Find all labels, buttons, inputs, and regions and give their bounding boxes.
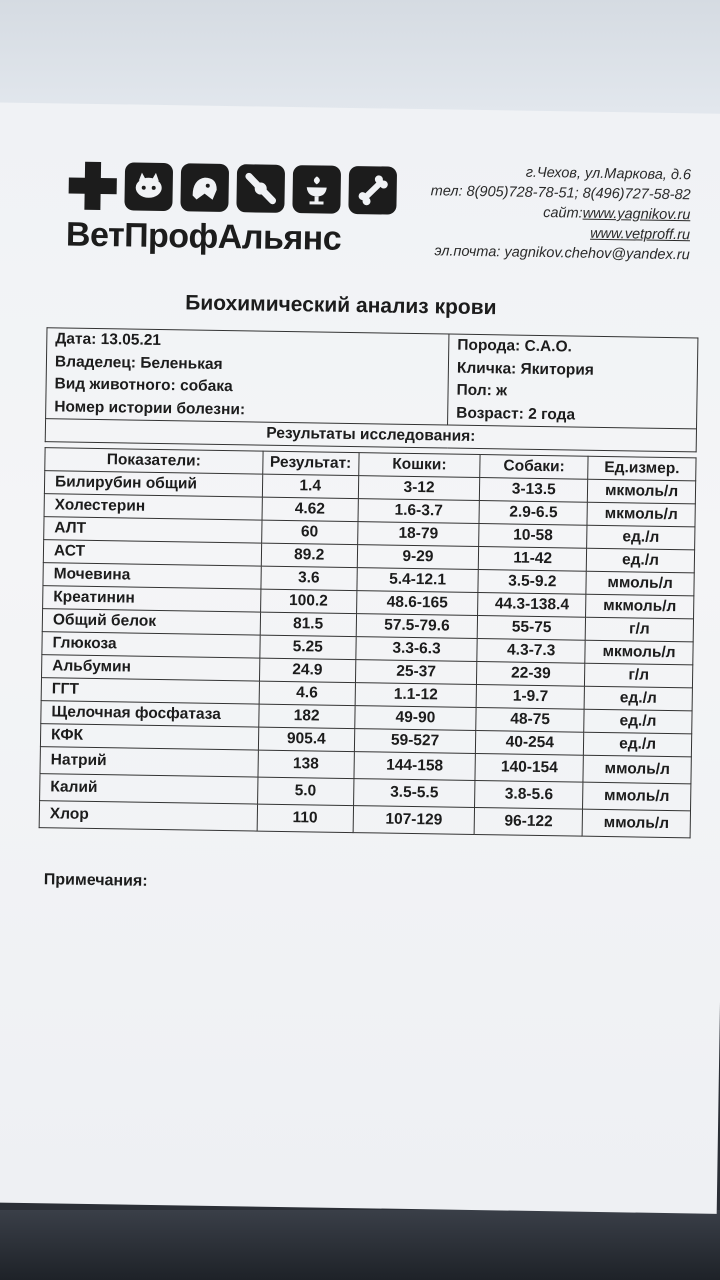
col-header-cats: Кошки:: [358, 453, 480, 478]
cell-dogs-range: 3-13.5: [480, 478, 588, 503]
cell-parameter: Хлор: [39, 801, 257, 831]
cell-unit: ед./л: [584, 732, 692, 757]
cell-parameter: Холестерин: [44, 494, 262, 520]
bowl-of-hygieia-icon: [292, 165, 341, 214]
cell-dogs-range: 40-254: [476, 730, 584, 755]
cell-parameter: ГГТ: [41, 678, 259, 704]
bone-icon: [348, 166, 397, 215]
animal-age: Возраст: 2 года: [456, 404, 576, 424]
cell-unit: мкмоль/л: [585, 640, 693, 665]
cell-unit: ммоль/л: [583, 755, 691, 784]
cell-result: 100.2: [260, 589, 356, 614]
animal-breed: Порода: С.А.О.: [457, 336, 573, 356]
cell-parameter: Глюкоза: [42, 632, 260, 658]
cell-cats-range: 144-158: [354, 752, 476, 781]
site-link-2[interactable]: www.vetproff.ru: [590, 225, 691, 244]
notes-label: Примечания:: [43, 871, 148, 890]
cell-unit: мкмоль/л: [587, 479, 695, 504]
cell-cats-range: 107-129: [353, 806, 475, 835]
cell-cats-range: 3.5-5.5: [353, 779, 475, 808]
animal-sex: Пол: ж: [456, 381, 508, 400]
animal-nickname: Кличка: Якитория: [456, 359, 595, 379]
clinic-phone: тел: 8(905)728-78-51; 8(496)727-58-82: [430, 183, 691, 204]
cross-icon: [68, 162, 117, 211]
col-header-parameter: Показатели:: [45, 448, 263, 474]
cell-dogs-range: 44.3-138.4: [478, 593, 586, 618]
logo-icons: [68, 162, 397, 215]
cell-parameter: Альбумин: [42, 655, 260, 681]
animal-species: Вид животного: собака: [54, 375, 233, 396]
patient-info-table: [45, 327, 699, 452]
document-sheet: [0, 102, 720, 1213]
cell-unit: ммоль/л: [583, 782, 691, 811]
underlying-sheet: [0, 0, 720, 120]
cell-unit: ед./л: [584, 709, 692, 734]
clinic-address: г.Чехов, ул.Маркова, д.6: [525, 164, 692, 184]
cell-parameter: Креатинин: [43, 586, 261, 612]
cell-dogs-range: 2.9-6.5: [479, 501, 587, 526]
cell-result: 3.6: [261, 566, 357, 591]
cell-cats-range: 25-37: [355, 660, 477, 685]
cell-cats-range: 49-90: [354, 706, 476, 731]
cell-unit: мкмоль/л: [587, 502, 695, 527]
cell-dogs-range: 3.5-9.2: [478, 570, 586, 595]
background-surface: [0, 1210, 720, 1280]
cell-result: 182: [258, 704, 354, 729]
cell-dogs-range: 11-42: [479, 547, 587, 572]
col-header-result: Результат:: [262, 451, 358, 476]
owner-name: Владелец: Беленькая: [54, 352, 223, 373]
patient-info-left: [46, 328, 449, 425]
cell-result: 138: [258, 750, 354, 779]
cell-dogs-range: 48-75: [476, 707, 584, 732]
cell-cats-range: 5.4-12.1: [357, 568, 479, 593]
cell-parameter: Билирубин общий: [44, 471, 262, 497]
cell-unit: г/л: [585, 663, 693, 688]
cell-parameter: Натрий: [40, 747, 258, 777]
cell-result: 89.2: [261, 543, 357, 568]
patient-info-right: [448, 334, 698, 429]
cell-dogs-range: 22-39: [477, 662, 585, 687]
cell-unit: ед./л: [587, 525, 695, 550]
cell-dogs-range: 140-154: [475, 753, 583, 782]
cell-dogs-range: 3.8-5.6: [475, 780, 583, 809]
cell-cats-range: 3-12: [358, 476, 480, 501]
cell-result: 5.25: [260, 635, 356, 660]
cell-parameter: Мочевина: [43, 563, 261, 589]
cell-result: 4.6: [259, 681, 355, 706]
cell-unit: ммоль/л: [586, 571, 694, 596]
cell-parameter: Калий: [40, 774, 258, 804]
results-heading: Результаты исследования:: [45, 419, 696, 452]
logo-text: ВетПрофАльянс: [65, 215, 342, 258]
case-history-number: Номер истории болезни:: [54, 397, 246, 418]
cell-cats-range: 3.3-6.3: [356, 637, 478, 662]
cell-cats-range: 59-527: [354, 729, 476, 754]
cell-cats-range: 1.6-3.7: [358, 499, 480, 524]
cell-dogs-range: 96-122: [474, 807, 582, 836]
cell-result: 1.4: [262, 474, 358, 499]
cell-cats-range: 18-79: [357, 522, 479, 547]
analysis-date: Дата: 13.05.21: [55, 330, 162, 349]
cell-parameter: Общий белок: [42, 609, 260, 635]
cell-parameter: АСТ: [43, 540, 261, 566]
cell-dogs-range: 10-58: [479, 524, 587, 549]
cell-parameter: Щелочная фосфатаза: [41, 701, 259, 727]
cell-result: 24.9: [259, 658, 355, 683]
cell-result: 905.4: [258, 727, 354, 752]
document-title: Биохимический анализ крови: [185, 291, 497, 320]
cat-icon: [124, 162, 173, 211]
cell-dogs-range: 55-75: [478, 616, 586, 641]
site-link-1[interactable]: www.yagnikov.ru: [582, 205, 691, 224]
cell-parameter: КФК: [40, 724, 258, 750]
contact-info: [430, 161, 692, 265]
dog-icon: [180, 163, 229, 212]
cell-cats-range: 9-29: [357, 545, 479, 570]
joint-bone-icon: [236, 164, 285, 213]
cell-cats-range: 48.6-165: [356, 591, 478, 616]
cell-dogs-range: 4.3-7.3: [477, 639, 585, 664]
col-header-unit: Ед.измер.: [588, 456, 696, 481]
cell-dogs-range: 1-9.7: [476, 684, 584, 709]
cell-unit: ед./л: [586, 548, 694, 573]
cell-unit: мкмоль/л: [586, 594, 694, 619]
cell-cats-range: 1.1-12: [355, 683, 477, 708]
cell-cats-range: 57.5-79.6: [356, 614, 478, 639]
cell-result: 81.5: [260, 612, 356, 637]
cell-unit: ммоль/л: [582, 809, 690, 838]
cell-result: 110: [257, 804, 353, 833]
cell-result: 4.62: [262, 497, 358, 522]
col-header-dogs: Собаки:: [480, 455, 588, 480]
cell-result: 5.0: [257, 777, 353, 806]
cell-parameter: АЛТ: [44, 517, 262, 543]
site-label: сайт:: [543, 204, 583, 222]
cell-unit: ед./л: [584, 686, 692, 711]
cell-unit: г/л: [585, 617, 693, 642]
results-table: [39, 447, 697, 838]
clinic-email: эл.почта: yagnikov.chehov@yandex.ru: [434, 243, 690, 264]
cell-result: 60: [261, 520, 357, 545]
